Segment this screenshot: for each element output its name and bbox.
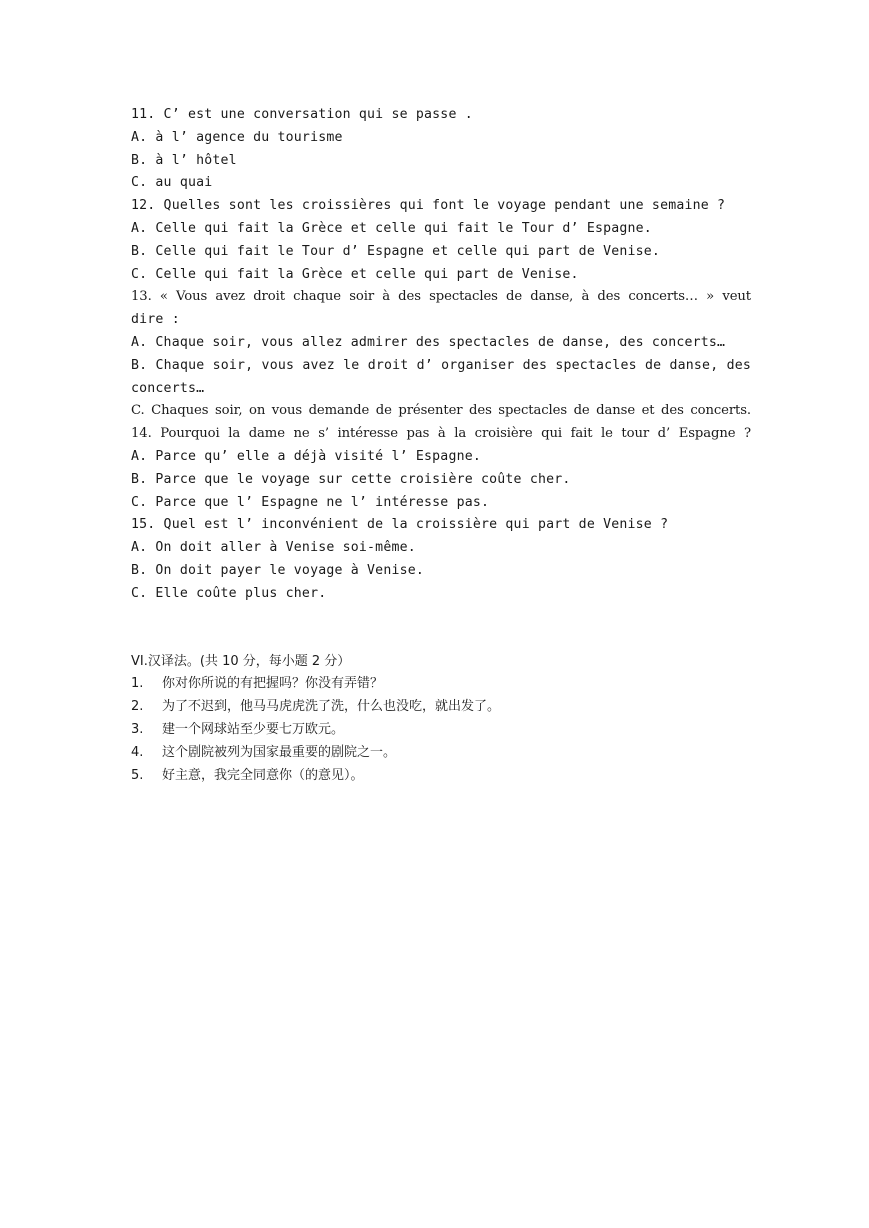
question-14-option-c: C. Parce que l’ Espagne ne l’ intéresse pas.: [131, 494, 490, 510]
item-text: 这个剧院被列为国家最重要的剧院之一。: [162, 744, 397, 760]
item-number: 5.: [131, 767, 144, 783]
question-11-option-a: A. à l’ agence du tourisme: [131, 129, 343, 145]
question-12-option-b: B. Celle qui fait le Tour d’ Espagne et celle qui part de Venise.: [131, 243, 661, 259]
question-14: 14. Pourquoi la dame ne s’ intéresse pas à la croisière qui fait le tour d’ Espagne ?: [131, 426, 751, 442]
item-text: 你对你所说的有把握吗？你没有弄错？: [162, 676, 384, 692]
question-12-option-a: A. Celle qui fait la Grèce et celle qui fait le Tour d’ Espagne.: [131, 220, 652, 236]
section-heading: VI.汉译法。(共 10 分，每小题 2 分）: [131, 653, 351, 669]
translation-item-5: [131, 765, 751, 788]
question-14-option-b: B. Parce que le voyage sur cette croisière coûte cher.: [131, 471, 571, 487]
question-13-option-c: C. Chaques soir, on vous demande de présenter des spectacles de danse et des concerts.: [131, 403, 751, 419]
document-page: [131, 104, 751, 787]
translation-item-2: [131, 696, 751, 719]
question-13-option-a: A. Chaque soir, vous allez admirer des spectacles de danse, des concerts…: [131, 334, 726, 350]
question-11-option-b: B. à l’ hôtel: [131, 152, 237, 168]
item-number: 1.: [131, 676, 144, 692]
item-number: 4.: [131, 744, 144, 760]
question-14-option-a: A. Parce qu’ elle a déjà visité l’ Espagne.: [131, 448, 482, 464]
question-15: 15. Quel est l’ inconvénient de la croissière qui part de Venise ?: [131, 517, 669, 533]
translation-item-4: [131, 742, 751, 765]
question-11: 11. C’ est une conversation qui se passe .: [131, 107, 473, 122]
item-text: 好主意，我完全同意你（的意见）。: [162, 767, 364, 783]
question-15-option-c: C. Elle coûte plus cher.: [131, 585, 327, 601]
question-11-option-c: C. au quai: [131, 175, 213, 191]
question-15-option-a: A. On doit aller à Venise soi-même.: [131, 540, 416, 556]
question-13-continuation: dire :: [131, 312, 180, 328]
translation-item-3: [131, 719, 751, 742]
question-13: 13. « Vous avez droit chaque soir à des spectacles de danse, à des concerts… » veut: [131, 289, 751, 305]
item-number: 3.: [131, 721, 144, 737]
section-spacer: [131, 606, 751, 651]
question-12: 12. Quelles sont les croissières qui font le voyage pendant une semaine ?: [131, 198, 726, 214]
question-13-option-b-continuation: concerts…: [131, 380, 205, 396]
question-13-option-b: B. Chaque soir, vous avez le droit d’ organiser des spectacles de danse, des: [131, 357, 751, 373]
item-number: 2.: [131, 699, 144, 715]
translation-section: [131, 651, 751, 788]
question-15-option-b: B. On doit payer le voyage à Venise.: [131, 562, 425, 578]
item-text: 为了不迟到，他马马虎虎洗了洗，什么也没吃，就出发了。: [162, 699, 501, 715]
listening-questions: [131, 104, 751, 606]
translation-item-1: [131, 673, 751, 696]
item-text: 建一个网球站至少要七万欧元。: [162, 721, 345, 737]
question-12-option-c: C. Celle qui fait la Grèce et celle qui part de Venise.: [131, 266, 579, 282]
